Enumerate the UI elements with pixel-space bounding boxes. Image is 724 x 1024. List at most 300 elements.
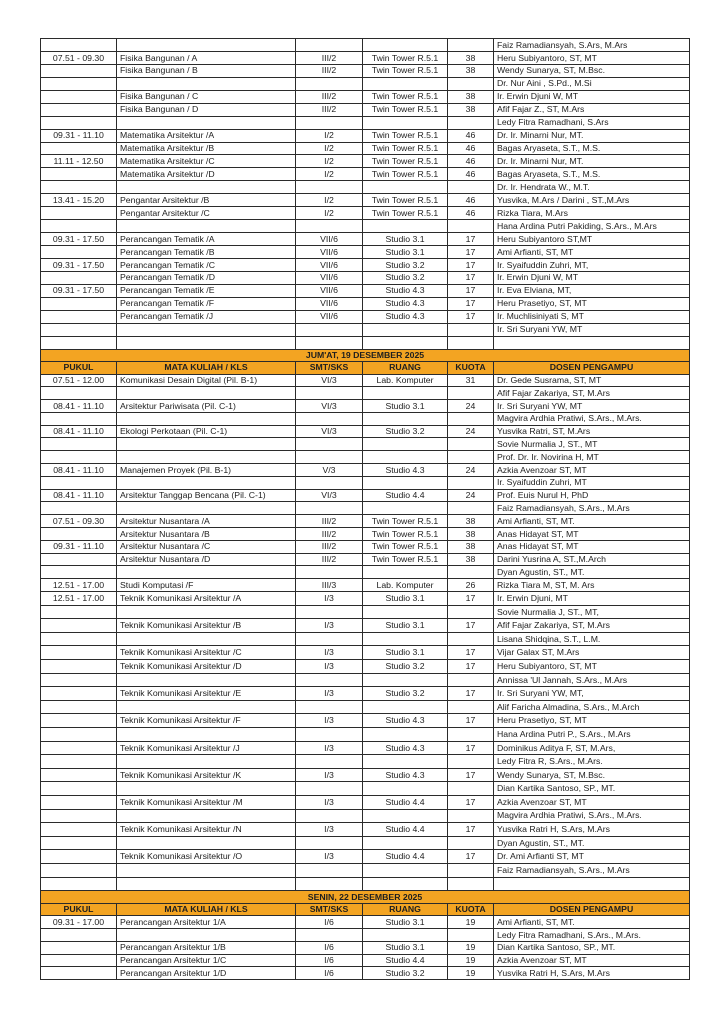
- semester-sks-cell: I/3: [296, 823, 363, 836]
- semester-sks-cell: [296, 477, 363, 489]
- lecturer-cell: Rizka Tiara, M.Ars: [497, 207, 568, 218]
- course-cell: [117, 837, 296, 850]
- schedule-row: [40, 285, 690, 298]
- time-cell: 11.11 - 12.50: [41, 155, 117, 167]
- day-header-monday: SENIN, 22 DESEMBER 2025: [40, 891, 690, 904]
- semester-sks-cell: [296, 837, 363, 850]
- schedule-row: [40, 528, 690, 541]
- schedule-row: [40, 942, 690, 955]
- room-cell: Studio 4.3: [363, 311, 448, 323]
- schedule-row: [40, 929, 690, 942]
- schedule-row: [40, 426, 690, 439]
- schedule-table: [40, 38, 690, 980]
- time-cell: [41, 633, 117, 646]
- room-cell: Studio 3.1: [363, 246, 448, 258]
- room-cell: [363, 606, 448, 619]
- room-cell: Studio 4.3: [363, 285, 448, 297]
- time-cell: 09.31 - 11.10: [41, 541, 117, 553]
- quota-cell: 19: [448, 955, 494, 967]
- semester-sks-cell: I/3: [296, 687, 363, 700]
- time-cell: 13.41 - 15.20: [41, 194, 117, 206]
- section-rows-continued: [40, 39, 690, 350]
- time-cell: [41, 850, 117, 863]
- course-cell: [117, 324, 296, 336]
- lecturer-cell: Ir. Syaifuddin Zuhri, MT: [497, 477, 587, 488]
- semester-sks-cell: VII/6: [296, 285, 363, 297]
- course-cell: Perancangan Tematik /D: [117, 272, 296, 284]
- course-cell: Ekologi Perkotaan (Pil. C-1): [117, 426, 296, 438]
- time-cell: 08.41 - 11.10: [41, 464, 117, 476]
- semester-sks-cell: [296, 701, 363, 714]
- semester-sks-cell: VI/3: [296, 426, 363, 438]
- day-header-friday: JUM'AT, 19 DESEMBER 2025: [40, 350, 690, 363]
- time-cell: [41, 701, 117, 714]
- time-cell: [41, 728, 117, 741]
- lecturer-cell: Heru Subiyantoro, ST, MT: [497, 52, 597, 63]
- quota-cell: 17: [448, 660, 494, 673]
- schedule-row: [40, 91, 690, 104]
- course-cell: Pengantar Arsitektur /C: [117, 207, 296, 219]
- time-cell: [41, 755, 117, 768]
- lecturer-cell: Lisana Shidqina, S.T., L.M.: [497, 633, 601, 644]
- semester-sks-cell: [296, 502, 363, 514]
- room-cell: Twin Tower R.5.1: [363, 541, 448, 553]
- semester-sks-cell: [296, 782, 363, 795]
- lecturer-cell: [494, 878, 689, 891]
- quota-cell: [448, 810, 494, 823]
- schedule-row: [40, 769, 690, 783]
- lecturer-cell: Bagas Aryaseta, S.T., M.S.: [497, 168, 601, 179]
- lecturer-cell: Afif Fajar Z., ST, M.Ars: [497, 104, 585, 115]
- lecturer-cell: Ir. Muchlisiniyati S, MT: [497, 311, 584, 322]
- lecturer-cell: Afif Fajar Zakariya, ST, M.Ars: [497, 620, 610, 631]
- quota-cell: 19: [448, 967, 494, 979]
- course-cell: Matematika Arsitektur /C: [117, 155, 296, 167]
- course-cell: [117, 810, 296, 823]
- course-cell: Matematika Arsitektur /B: [117, 143, 296, 155]
- quota-cell: 17: [448, 233, 494, 245]
- time-cell: [41, 687, 117, 700]
- time-cell: [41, 272, 117, 284]
- room-cell: Studio 3.2: [363, 660, 448, 673]
- schedule-row: [40, 967, 690, 980]
- semester-sks-cell: III/2: [296, 554, 363, 566]
- room-cell: [363, 837, 448, 850]
- schedule-row: [40, 477, 690, 490]
- lecturer-cell: Anas Hidayat ST, MT: [497, 528, 579, 539]
- schedule-row: [40, 687, 690, 701]
- section-rows-friday: [40, 375, 690, 892]
- course-cell: Perancangan Tematik /A: [117, 233, 296, 245]
- time-cell: [41, 143, 117, 155]
- semester-sks-cell: I/3: [296, 742, 363, 755]
- quota-cell: [448, 782, 494, 795]
- lecturer-cell: Heru Prasetiyo, ST, MT: [497, 715, 587, 726]
- lecturer-cell: Rizka Tiara M, ST, M. Ars: [497, 579, 595, 590]
- time-cell: [41, 878, 117, 891]
- course-cell: Manajemen Proyek (Pil. B-1): [117, 464, 296, 476]
- lecturer-cell: Dominikus Aditya F, ST, M.Ars,: [497, 742, 616, 753]
- semester-sks-cell: [296, 78, 363, 90]
- semester-sks-cell: VI/3: [296, 490, 363, 502]
- room-cell: [363, 451, 448, 463]
- quota-cell: [448, 413, 494, 425]
- schedule-row: [40, 674, 690, 688]
- course-cell: Fisika Bangunan / B: [117, 65, 296, 77]
- course-cell: Perancangan Arsitektur 1/D: [117, 967, 296, 979]
- time-cell: [41, 104, 117, 116]
- column-header-quota: KUOTA: [448, 904, 494, 916]
- room-cell: [363, 566, 448, 578]
- course-cell: [117, 878, 296, 891]
- room-cell: [363, 438, 448, 450]
- lecturer-cell: Dr. Nur Aini , S.Pd., M.Si: [497, 78, 592, 89]
- room-cell: [363, 633, 448, 646]
- room-cell: Studio 3.1: [363, 646, 448, 659]
- quota-cell: 38: [448, 528, 494, 540]
- schedule-row: [40, 554, 690, 567]
- course-cell: Perancangan Tematik /J: [117, 311, 296, 323]
- room-cell: Studio 3.1: [363, 916, 448, 928]
- schedule-row: [40, 633, 690, 647]
- quota-cell: 19: [448, 942, 494, 954]
- lecturer-cell: Ami Arfianti, ST, MT: [497, 246, 574, 257]
- room-cell: [363, 674, 448, 687]
- lecturer-cell: Ir. Sri Suryani YW, MT: [497, 324, 583, 335]
- quota-cell: 46: [448, 155, 494, 167]
- lecturer-cell: Dr. Ami Arfianti ST, MT: [497, 851, 584, 862]
- semester-sks-cell: I/3: [296, 769, 363, 782]
- schedule-row: [40, 324, 690, 337]
- lecturer-cell: Heru Subiyantoro, ST, MT: [497, 660, 597, 671]
- schedule-row: [40, 259, 690, 272]
- lecturer-cell: Yusvika, M.Ars / Darini , ST.,M.Ars: [497, 194, 630, 205]
- course-cell: Perancangan Tematik /B: [117, 246, 296, 258]
- lecturer-cell: Annissa 'Ul Jannah, S.Ars., M.Ars: [497, 674, 628, 685]
- time-cell: 12.51 - 17.00: [41, 592, 117, 605]
- time-cell: [41, 769, 117, 782]
- quota-cell: 17: [448, 272, 494, 284]
- semester-sks-cell: [296, 413, 363, 425]
- quota-cell: 17: [448, 742, 494, 755]
- schedule-row: [40, 490, 690, 503]
- quota-cell: 17: [448, 687, 494, 700]
- lecturer-cell: Ir. Eva Elviana, MT,: [497, 285, 572, 296]
- quota-cell: [448, 864, 494, 877]
- lecturer-cell: Vijar Galax ST, M.Ars: [497, 647, 580, 658]
- course-cell: Teknik Komunikasi Arsitektur /E: [117, 687, 296, 700]
- semester-sks-cell: I/6: [296, 942, 363, 954]
- quota-cell: 38: [448, 91, 494, 103]
- course-cell: Arsitektur Nusantara /C: [117, 541, 296, 553]
- room-cell: Twin Tower R.5.1: [363, 515, 448, 527]
- quota-cell: 17: [448, 311, 494, 323]
- time-cell: 09.31 - 17.50: [41, 233, 117, 245]
- schedule-row: [40, 194, 690, 207]
- column-header-lecturer: DOSEN PENGAMPU: [549, 904, 634, 914]
- course-cell: [117, 181, 296, 193]
- room-cell: Twin Tower R.5.1: [363, 91, 448, 103]
- semester-sks-cell: III/2: [296, 65, 363, 77]
- room-cell: [363, 755, 448, 768]
- room-cell: Twin Tower R.5.1: [363, 207, 448, 219]
- semester-sks-cell: I/2: [296, 168, 363, 180]
- lecturer-cell: Dyan Agustin, ST., MT.: [497, 567, 585, 577]
- semester-sks-cell: VI/3: [296, 400, 363, 412]
- course-cell: Arsitektur Nusantara /B: [117, 528, 296, 540]
- quota-cell: 46: [448, 130, 494, 142]
- quota-cell: 38: [448, 541, 494, 553]
- semester-sks-cell: I/3: [296, 796, 363, 809]
- schedule-row: [40, 298, 690, 311]
- schedule-row: [40, 39, 690, 52]
- schedule-row: [40, 714, 690, 728]
- time-cell: 09.31 - 17.50: [41, 285, 117, 297]
- course-cell: Perancangan Tematik /E: [117, 285, 296, 297]
- schedule-row: [40, 464, 690, 477]
- room-cell: [363, 701, 448, 714]
- lecturer-cell: Ir. Syaifuddin Zuhri, MT,: [497, 259, 589, 270]
- column-header-lecturer: DOSEN PENGAMPU: [549, 362, 634, 373]
- schedule-row: [40, 742, 690, 756]
- quota-cell: 17: [448, 592, 494, 605]
- time-cell: [41, 660, 117, 673]
- time-cell: [41, 168, 117, 180]
- room-cell: Twin Tower R.5.1: [363, 554, 448, 566]
- lecturer-cell: Prof. Euis Nurul H, PhD: [497, 490, 589, 501]
- time-cell: [41, 619, 117, 632]
- room-cell: [363, 929, 448, 941]
- schedule-row: [40, 155, 690, 168]
- quota-cell: [448, 728, 494, 741]
- course-cell: Perancangan Tematik /C: [117, 259, 296, 271]
- schedule-row: [40, 955, 690, 968]
- room-cell: [363, 324, 448, 336]
- room-cell: Lab. Komputer: [363, 579, 448, 591]
- quota-cell: [448, 181, 494, 193]
- semester-sks-cell: [296, 606, 363, 619]
- schedule-row: [40, 168, 690, 181]
- lecturer-cell: Azkia Avenzoar ST, MT: [497, 955, 587, 966]
- quota-cell: [448, 39, 494, 51]
- time-cell: [41, 451, 117, 463]
- quota-cell: [448, 566, 494, 578]
- schedule-row: [40, 755, 690, 769]
- course-cell: [117, 782, 296, 795]
- time-cell: 07.51 - 09.30: [41, 52, 117, 64]
- course-cell: Fisika Bangunan / A: [117, 52, 296, 64]
- room-cell: Studio 4.3: [363, 464, 448, 476]
- semester-sks-cell: III/2: [296, 541, 363, 553]
- room-cell: Studio 4.3: [363, 714, 448, 727]
- time-cell: [41, 942, 117, 954]
- semester-sks-cell: I/3: [296, 619, 363, 632]
- quota-cell: 38: [448, 554, 494, 566]
- quota-cell: 46: [448, 168, 494, 180]
- lecturer-cell: Dian Kartika Santoso, SP., MT.: [497, 783, 616, 794]
- lecturer-cell: Faiz Ramadiansyah, S.Ars., M.Ars: [497, 503, 630, 514]
- semester-sks-cell: VII/6: [296, 259, 363, 271]
- time-cell: [41, 181, 117, 193]
- lecturer-cell: Afif Fajar Zakariya, ST, M.Ars: [497, 387, 610, 398]
- schedule-row: [40, 728, 690, 742]
- quota-cell: 24: [448, 426, 494, 438]
- schedule-row: [40, 619, 690, 633]
- room-cell: Twin Tower R.5.1: [363, 155, 448, 167]
- lecturer-cell: Ir. Erwin Djuni, MT: [497, 592, 568, 603]
- schedule-row: [40, 117, 690, 130]
- time-cell: [41, 837, 117, 850]
- schedule-row: [40, 78, 690, 91]
- semester-sks-cell: VII/6: [296, 246, 363, 258]
- time-cell: [41, 674, 117, 687]
- schedule-row: [40, 660, 690, 674]
- column-header-room: RUANG: [363, 362, 448, 374]
- lecturer-cell: Dyan Agustin, ST., MT.: [497, 837, 585, 848]
- semester-sks-cell: [296, 810, 363, 823]
- time-cell: [41, 246, 117, 258]
- quota-cell: [448, 220, 494, 232]
- quota-cell: 38: [448, 65, 494, 77]
- semester-sks-cell: VI/3: [296, 375, 363, 387]
- lecturer-cell: Yusvika Ratri H, S.Ars, M.Ars: [497, 824, 610, 835]
- room-cell: Twin Tower R.5.1: [363, 168, 448, 180]
- section-rows-monday: [40, 916, 690, 980]
- time-cell: [41, 606, 117, 619]
- time-cell: [41, 742, 117, 755]
- room-cell: [363, 878, 448, 891]
- time-cell: 09.31 - 11.10: [41, 130, 117, 142]
- semester-sks-cell: VII/6: [296, 311, 363, 323]
- time-cell: [41, 39, 117, 51]
- semester-sks-cell: [296, 117, 363, 129]
- column-header-semester-sks: SMT/SKS: [296, 362, 363, 374]
- time-cell: [41, 413, 117, 425]
- lecturer-cell: Faiz Ramadiansyah, S.Ars, M.Ars: [497, 39, 628, 50]
- room-cell: Twin Tower R.5.1: [363, 143, 448, 155]
- time-cell: 08.41 - 11.10: [41, 426, 117, 438]
- lecturer-cell: Dian Kartika Santoso, SP., MT.: [497, 942, 616, 953]
- room-cell: [363, 387, 448, 399]
- schedule-row: [40, 646, 690, 660]
- semester-sks-cell: [296, 674, 363, 687]
- course-cell: [117, 633, 296, 646]
- lecturer-cell: Ir. Sri Suryani YW, MT: [497, 400, 583, 411]
- course-cell: Perancangan Arsitektur 1/C: [117, 955, 296, 967]
- quota-cell: [448, 337, 494, 349]
- schedule-row: [40, 810, 690, 824]
- semester-sks-cell: V/3: [296, 464, 363, 476]
- course-cell: Fisika Bangunan / D: [117, 104, 296, 116]
- time-cell: [41, 528, 117, 540]
- quota-cell: 17: [448, 850, 494, 863]
- quota-cell: 17: [448, 796, 494, 809]
- schedule-row: [40, 207, 690, 220]
- room-cell: [363, 810, 448, 823]
- schedule-row: [40, 541, 690, 554]
- course-cell: [117, 413, 296, 425]
- time-cell: 09.31 - 17.00: [41, 916, 117, 928]
- quota-cell: 17: [448, 823, 494, 836]
- lecturer-cell: Dr. Ir. Hendrata W., M.T.: [497, 181, 590, 192]
- schedule-row: [40, 104, 690, 117]
- lecturer-cell: [494, 337, 689, 349]
- quota-cell: 17: [448, 769, 494, 782]
- semester-sks-cell: [296, 566, 363, 578]
- course-cell: [117, 755, 296, 768]
- column-header-room: RUANG: [363, 904, 448, 916]
- quota-cell: [448, 451, 494, 463]
- room-cell: Lab. Komputer: [363, 375, 448, 387]
- schedule-row: [40, 566, 690, 579]
- semester-sks-cell: [296, 728, 363, 741]
- room-cell: Studio 3.2: [363, 272, 448, 284]
- schedule-row: [40, 311, 690, 324]
- lecturer-cell: Faiz Ramadiansyah, S.Ars., M.Ars: [497, 864, 630, 875]
- course-cell: [117, 39, 296, 51]
- quota-cell: 38: [448, 515, 494, 527]
- quota-cell: 17: [448, 298, 494, 310]
- course-cell: [117, 674, 296, 687]
- lecturer-cell: Wendy Sunarya, ST, M.Bsc.: [497, 769, 605, 780]
- schedule-row: [40, 864, 690, 878]
- room-cell: Studio 4.3: [363, 298, 448, 310]
- column-header-course: MATA KULIAH / KLS: [117, 904, 296, 916]
- room-cell: Twin Tower R.5.1: [363, 130, 448, 142]
- room-cell: [363, 337, 448, 349]
- quota-cell: [448, 755, 494, 768]
- course-cell: Komunikasi Desain Digital (Pil. B-1): [117, 375, 296, 387]
- schedule-row: [40, 850, 690, 864]
- time-cell: [41, 438, 117, 450]
- room-cell: Studio 3.2: [363, 967, 448, 979]
- semester-sks-cell: III/2: [296, 52, 363, 64]
- quota-cell: [448, 387, 494, 399]
- semester-sks-cell: III/2: [296, 91, 363, 103]
- room-cell: Studio 4.4: [363, 823, 448, 836]
- semester-sks-cell: [296, 451, 363, 463]
- schedule-row: [40, 337, 690, 350]
- room-cell: [363, 864, 448, 877]
- room-cell: Twin Tower R.5.1: [363, 528, 448, 540]
- lecturer-cell: Ir. Erwin Djuni W, MT: [497, 91, 579, 102]
- quota-cell: [448, 633, 494, 646]
- quota-cell: 17: [448, 714, 494, 727]
- time-cell: [41, 782, 117, 795]
- quota-cell: [448, 324, 494, 336]
- room-cell: Studio 4.3: [363, 769, 448, 782]
- room-cell: Studio 4.4: [363, 850, 448, 863]
- time-cell: 08.41 - 11.10: [41, 490, 117, 502]
- time-cell: [41, 311, 117, 323]
- schedule-row: [40, 143, 690, 156]
- course-cell: [117, 438, 296, 450]
- semester-sks-cell: I/2: [296, 155, 363, 167]
- schedule-row: [40, 233, 690, 246]
- time-cell: 07.51 - 09.30: [41, 515, 117, 527]
- room-cell: Twin Tower R.5.1: [363, 52, 448, 64]
- semester-sks-cell: III/3: [296, 579, 363, 591]
- course-cell: [117, 864, 296, 877]
- lecturer-cell: Magvira Ardhia Pratiwi, S.Ars., M.Ars.: [497, 413, 642, 424]
- quota-cell: 38: [448, 52, 494, 64]
- course-cell: Teknik Komunikasi Arsitektur /A: [117, 592, 296, 605]
- course-cell: [117, 606, 296, 619]
- quota-cell: 26: [448, 579, 494, 591]
- time-cell: [41, 477, 117, 489]
- semester-sks-cell: VII/6: [296, 298, 363, 310]
- lecturer-cell: Prof. Dr. Ir. Novirina H, MT: [497, 451, 599, 462]
